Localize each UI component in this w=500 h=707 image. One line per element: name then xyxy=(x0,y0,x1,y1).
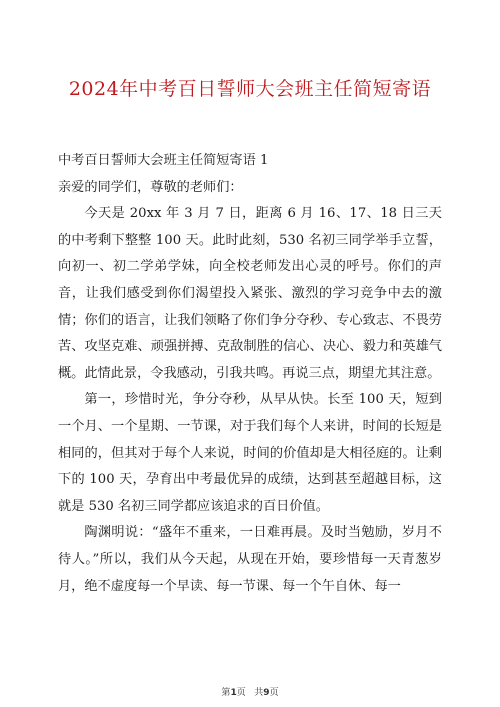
total-page-count: 9 xyxy=(263,688,270,698)
section-heading: 中考百日誓师大会班主任简短寄语 1 xyxy=(58,153,269,168)
paragraph: 第一，珍惜时光，争分夺秒，从早从快。长至 100 天，短到一个月、一个星期、一节课，对于我们每个人来讲，时间的长短是相同的，但其对于每个人来说，时间的价值却是大相径庭的。让剩下的 100 天，孕育出中考最优异的成绩，达到甚至超越目标，这就是 530 名初三同学都应该追求的百日价值。 xyxy=(58,392,442,514)
page-footer xyxy=(0,685,500,698)
greeting-line: 亲爱的同学们，尊敬的老师们： xyxy=(58,179,243,195)
document-title: 2024年中考百日誓师大会班主任简短寄语 xyxy=(68,78,432,100)
footer-suffix: 页 xyxy=(269,688,279,698)
paragraph: 陶渊明说：“盛年不重来，一日难再晨。及时当勉励，岁月不待人。”所以，我们从今天起，从现在开始，要珍惜每一天青葱岁月，绝不虚度每一个早读、每一节课、每一个午自休、每一 xyxy=(58,525,442,594)
footer-middle: 页 共 xyxy=(236,688,264,698)
paragraph: 今天是 20xx 年 3 月 7 日，距离 6 月 16、17、18 日三天的中考剩下整整 100 天。此时此刻，530 名初三同学举手立誓，向初一、初二学弟学妹，向全校老师发出心灵的呼号。你们的声音，让我们感受到你们渴望投入紧张、激烈的学习竞争中去的激情；你们的语言，让我们领略了你们争分夺秒、专心致志、不畏劳苦、攻坚克难、顽强拼搏、克敌制胜的信心、决心、毅力和英雄气概。此情此景，令我感动，引我共鸣。再说三点，期望尤其注意。 xyxy=(58,206,442,381)
current-page-number: 1 xyxy=(230,688,237,698)
document-body xyxy=(58,148,442,600)
footer-prefix: 第 xyxy=(221,688,231,698)
